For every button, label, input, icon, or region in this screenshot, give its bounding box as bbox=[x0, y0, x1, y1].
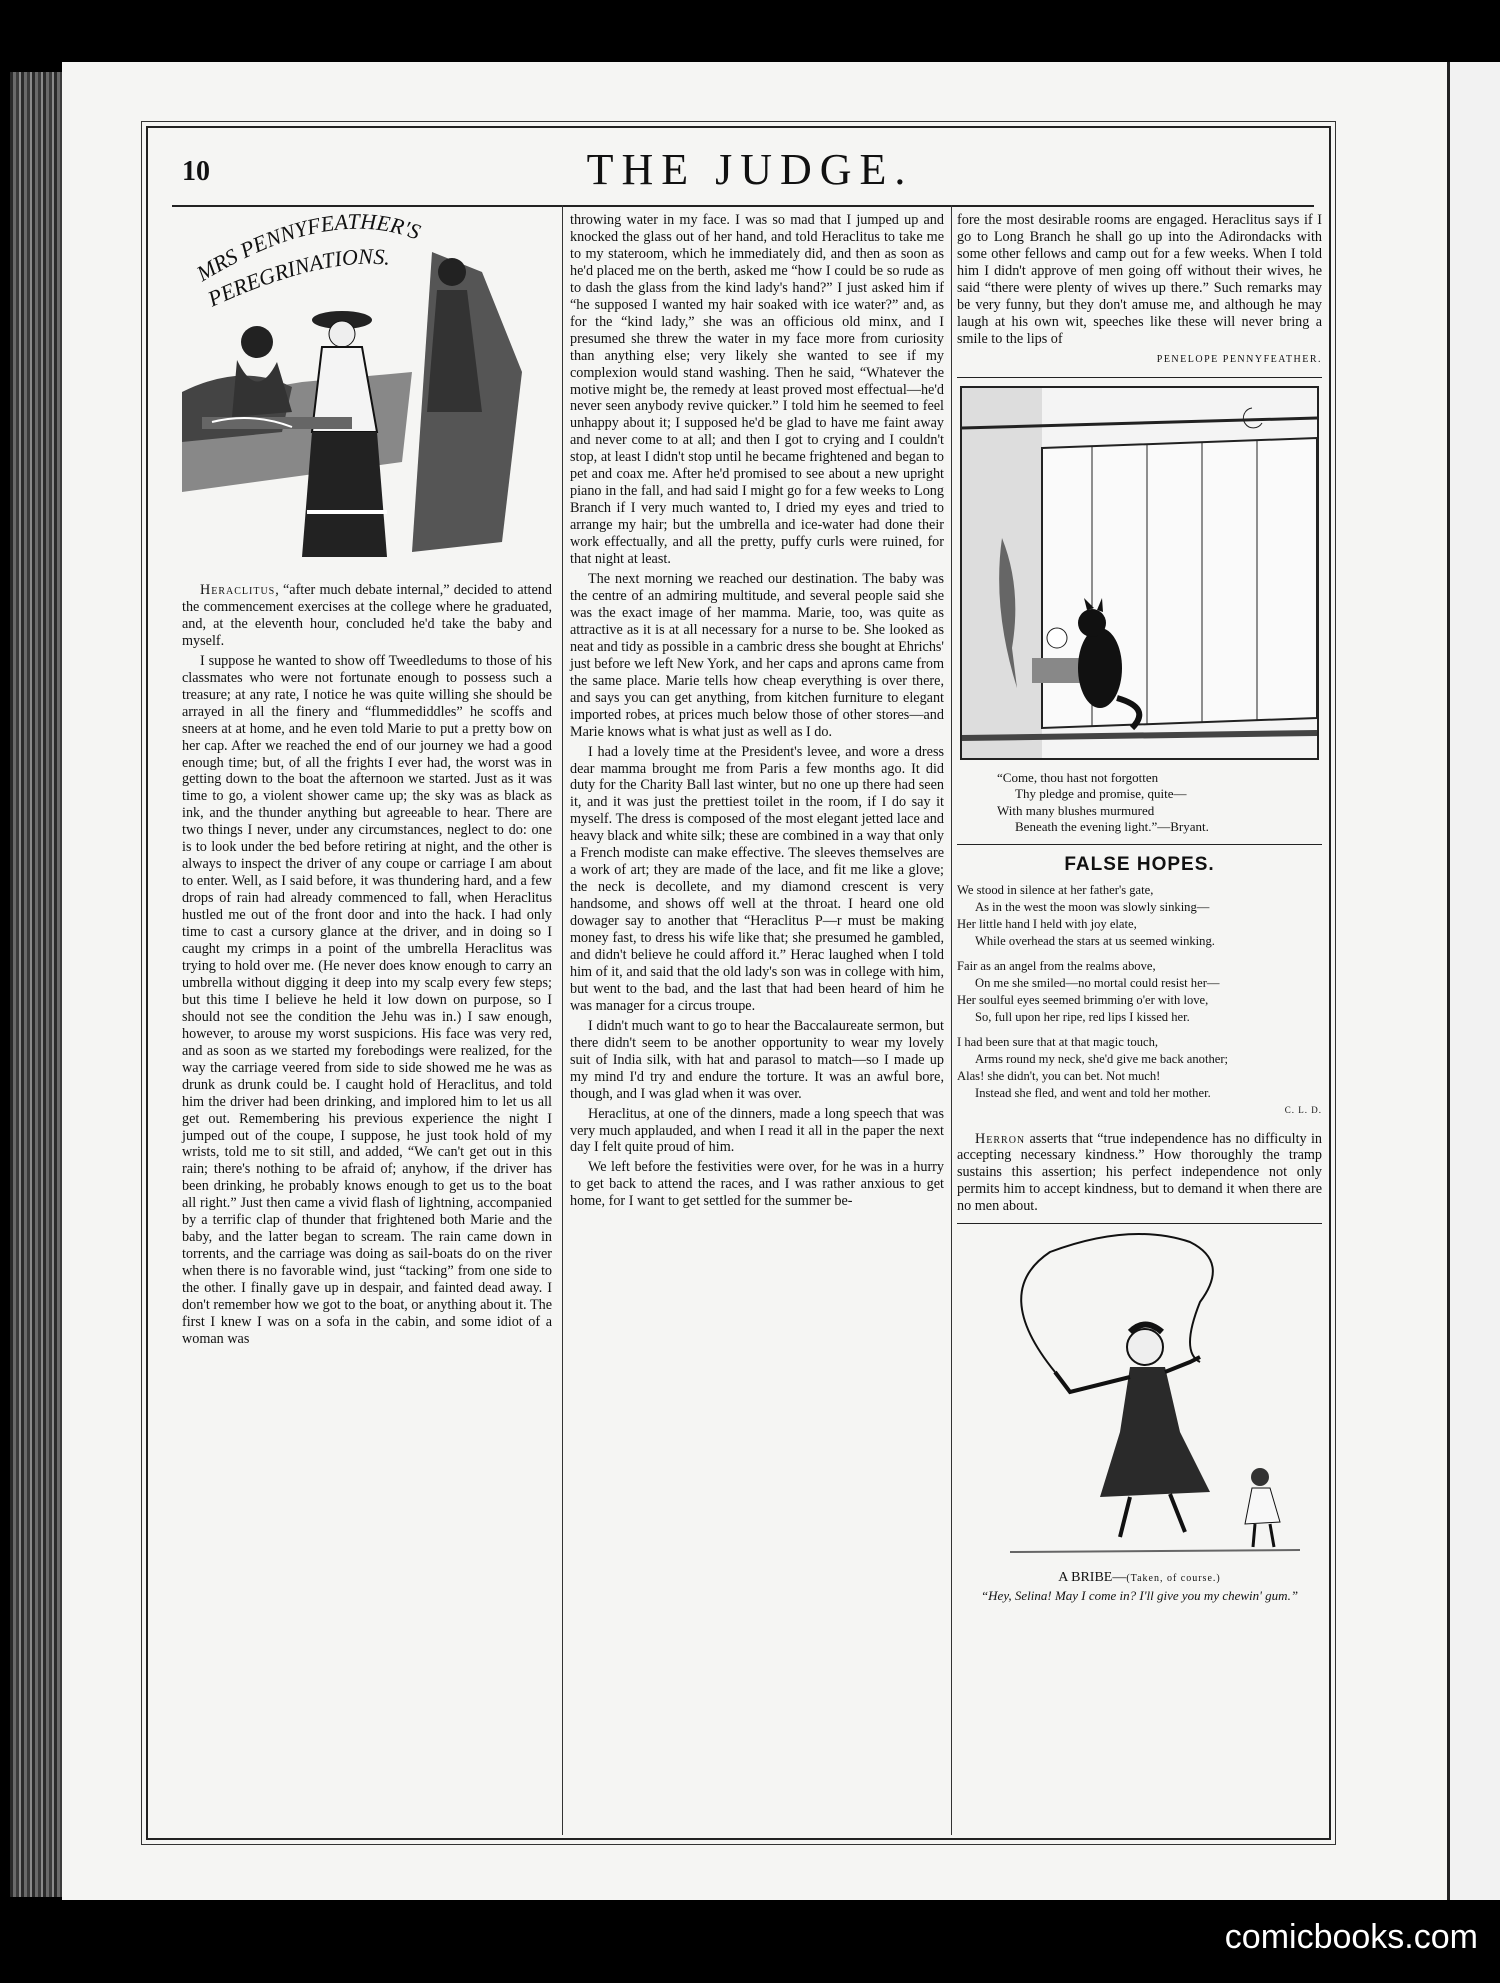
peregrinations-drawing-image bbox=[182, 212, 552, 574]
svg-text:MRS PENNYFEATHER'S: MRS PENNYFEATHER'S bbox=[192, 212, 424, 287]
divider bbox=[957, 844, 1322, 845]
column-3-text bbox=[957, 212, 1322, 1604]
paragraph-text: asserts that “true independence has no difficulty in accepting necessary kindness.” How thoroughly the tramp sustains this assertion; his perfect independence not only permits him to accept kindness, but to demand it when there are no men about. bbox=[957, 1130, 1322, 1215]
poem-line: On me she smiled—no mortal could resist her— bbox=[975, 975, 1220, 990]
poem-line: As in the west the moon was slowly sinking— bbox=[975, 899, 1210, 914]
masthead-rule bbox=[172, 205, 1314, 207]
paragraph: fore the most desirable rooms are engaged. Heraclitus says if I go to Long Branch he shall go up into the Adirondacks with some other fellows and camp out for a few weeks. When I told him I didn't approve of men going off without their wives, he said “there were plenty of wives up there.” Such remarks may be very funny, but they don't amuse me, and although he may laugh at his own wit, speeches like these will never bring a smile to the lips of bbox=[957, 212, 1322, 347]
paragraph: I suppose he wanted to show off Tweedledums to those of his classmates who were not fortunate enough to possess such a treasure; at any rate, I notice he was quite willing she should be arrayed in all the finery and “flummediddles” he scoffs and sneers at at home, and he even told Marie to put a pretty bow on her cap. After we reached the end of our journey we had a good enough time; but, of all the frights I ever had, the worst was in getting down to the boat the afternoon we started. Just as it was time to go, a violent shower came up; the sky was as black as ink, and the thunder anything but agreeable to hear. There are two things I never, under any circumstances, neglect to do: one is to look under the bed before retiring at night, and the other is always to inspect the driver of any coupe or carriage I am about to enter. Well, as I said before, it was thundering hard, and a few drops of rain had already commenced to fall, when Heraclitus hustled me out of the front door and into the hack. I had only time to cast a cursory glance at the driver, and in doing so I caught my crimps in a point of the umbrella Heraclitus was trying to hold over me. (He never does know enough to carry an umbrella without digging it deep into my scalp every few steps; but this time I believe he held it low down on purpose, so I should not see the condition the Jehu was in.) I saw enough, however, to arouse my worst suspicions. His face was very red, and as soon as we started my forebodings were realized, for the way the carriage veered from side to side showed me he was as drunk as drunk could be. I caught hold of Heraclitus, and told him the driver had been drinking, and implored him to let us all get out. Remembering his previous experience the night I jumped out of the coupe, I suppose, he just took hold of my wrists, told me to sit still, and added, “We can't get out in this rain; there's nothing to be afraid of; anyhow, if the driver has been drinking, he probably knows enough to get us to the boat all right.” Just then came a vivid flash of lightning, accompanied by a terrific clap of thunder that frightened both Marie and the baby, and the latter began to scream. The rain came down in torrents, and the carriage was doing as sail-boats do on the river when there is no favorable wind, just “tacking” from one side to the other. I finally gave up in despair, and fainted dead away. I don't remember how we got to the boat, or anything about it. The first I knew I was on a sofa in the cabin, and some idiot of a woman was bbox=[182, 652, 552, 1347]
poem-line: Alas! she didn't, you can bet. Not much! bbox=[957, 1068, 1161, 1083]
poem-signature: C. L. D. bbox=[1284, 1104, 1322, 1115]
author-signature: PENELOPE PENNYFEATHER. bbox=[1156, 353, 1322, 365]
column-2-text bbox=[570, 212, 944, 1213]
cat-verse bbox=[997, 770, 1322, 836]
poem-line: Arms round my neck, she'd give me back another; bbox=[975, 1051, 1229, 1066]
poem-line: Fair as an angel from the realms above, bbox=[957, 958, 1156, 973]
paragraph: I didn't much want to go to hear the Baccalaureate sermon, but there didn't seem to be another opportunity to wear my lovely suit of India silk, with hat and parasol to match—so I made up my mind I'd try and endure the torture. It was an awful bore, though, and I was glad when it was over. bbox=[570, 1017, 944, 1102]
poem-line: I had been sure that at that magic touch, bbox=[957, 1034, 1159, 1049]
paragraph: We left before the festivities were over, for he was in a hurry to get back to attend the races, and I was rather anxious to get home, for I want to get settled for the summer be- bbox=[570, 1159, 944, 1210]
next-page-edge bbox=[1447, 62, 1500, 1900]
column-rule-1 bbox=[562, 205, 563, 1835]
poem-false-hopes bbox=[957, 882, 1322, 1119]
poem-stanza bbox=[957, 958, 1322, 1026]
poem-line: Her soulful eyes seemed brimming o'er with love, bbox=[957, 992, 1209, 1007]
poem-line: We stood in silence at her father's gate, bbox=[957, 882, 1154, 897]
girl-skipping-rope-image bbox=[970, 1232, 1310, 1562]
bribe-caption bbox=[957, 1570, 1322, 1588]
paragraph bbox=[957, 1131, 1322, 1216]
poem-stanza bbox=[957, 1034, 1322, 1102]
paragraph: I had a lovely time at the President's levee, and wore a dress dear mamma brought me from Paris a few months ago. It did duty for the Charity Ball last winter, but no one up there had seen it, and it was just the prettiest toilet in the room, if I do say it myself. The dress is composed of the most elegant jetted lace and heavy black and white silk; these are combined in a way that only a French modiste can make effective. The sleeves themselves are a work of art; they are made of the lace, and fit me like a glove; the neck is decollete, and my diamond crescent is very handsome, and shows off well at the throat. I heard one old dowager say to another that “Heraclitus P—r must be making money fast, to dress his wife like that; she presumed he gambled, and didn't believe he could afford it.” Herac laughed when I told him of it, and said that the old lady's son was in college with him, but went to the bad, and the last that had been heard of him he was manager for a circus troupe. bbox=[570, 743, 944, 1014]
site-watermark: comicbooks.com bbox=[1224, 1918, 1478, 1956]
poem-line: Instead she fled, and went and told her mother. bbox=[975, 1085, 1211, 1100]
paragraph-text: , “after much debate internal,” decided to attend the commencement exercises at the college where he graduated, and, at the eleventh hour, concluded he'd take the baby and myself. bbox=[182, 582, 552, 649]
poem-line: So, full upon her ripe, red lips I kissed her. bbox=[975, 1009, 1190, 1024]
caption-subtitle: (Taken, of course.) bbox=[1126, 1573, 1221, 1585]
cat-gate-illustration bbox=[960, 386, 1319, 760]
paragraph: The next morning we reached our destination. The baby was the centre of an admiring multitude, and several people said she was the exact image of her mamma. Marie, too, was quite as attractive as it is at all necessary for a nurse to be. She looked as neat and tidy as possible in a cambric dress she bought at Ehrichs' just before we left New York, and her caps and aprons came from the same place. Marie tells how cheap everything is over there, and says you can get anything, from kitchen furniture to elegant imported robes, at prices much below those of other stores—and Marie knows what is what just as well as I do. bbox=[570, 571, 944, 740]
poem-line: While overhead the stars at us seemed winking. bbox=[975, 933, 1215, 948]
divider bbox=[957, 1223, 1322, 1224]
page-number: 10 bbox=[182, 156, 210, 187]
paragraph: Heraclitus, at one of the dinners, made a long speech that was very much applauded, and when I read it all in the paper the next day I felt quite proud of him. bbox=[570, 1105, 944, 1156]
verse-line: “Come, thou hast not forgotten bbox=[997, 769, 1159, 785]
lead-name: Heraclitus bbox=[200, 582, 276, 598]
title-illustration bbox=[182, 212, 552, 574]
poem-title: FALSE HOPES. bbox=[1064, 853, 1215, 875]
column-rule-2 bbox=[951, 205, 952, 1835]
cat-at-gate-image bbox=[962, 388, 1317, 758]
verse-line: Beneath the evening light.”—Bryant. bbox=[1015, 819, 1209, 835]
paragraph bbox=[182, 582, 552, 650]
svg-text:PEREGRINATIONS.: PEREGRINATIONS. bbox=[203, 243, 392, 312]
divider bbox=[957, 377, 1322, 378]
paragraph: throwing water in my face. I was so mad that I jumped up and knocked the glass out of her hand, and told Heraclitus to take me to my stateroom, which he immediately did, and then as soon as he'd placed me on the berth, asked me “how I could be so rude as to dash the glass from the kind lady's hand?” I just asked him if “he supposed I wanted my hair soaked with ice water?” and, as for the “kind lady,” she was an officious old minx, and I presumed she threw the water in my face more from curiosity than anything else; very likely she wanted to see if my complexion would stand washing. Then he said, “Whatever the motive might be, the remedy at least proved most effectual—he'd never seen anybody revive quicker.” I told him he seemed to feel unhappy about it; I supposed he'd be glad to have me faint away and never come to at all; and then I got to crying and I couldn't stop, at least I didn't stop until he became frightened and began to pet and coax me. After he'd promised to see about a new upright piano in the fall, and had said I might go for a few weeks to Long Branch if I very much wanted to, I dried my eyes and tried to arrange my hair; but the umbrella and ice-water had done their work effectually, and all the pretty, puffy curls were ruined, for that night at least. bbox=[570, 212, 944, 568]
verse-line: With many blushes murmured bbox=[997, 802, 1155, 818]
masthead-title: THE JUDGE. bbox=[586, 145, 914, 194]
bribe-quote: “Hey, Selina! May I come in? I'll give you my chewin' gum.” bbox=[980, 1588, 1299, 1604]
lead-name: Herron bbox=[975, 1130, 1026, 1147]
verse-line: Thy pledge and promise, quite— bbox=[1015, 786, 1187, 802]
poem-line: Her little hand I held with joy elate, bbox=[957, 916, 1137, 931]
column-1-text bbox=[182, 582, 552, 1351]
caption-title: A BRIBE— bbox=[1058, 1570, 1127, 1586]
bribe-illustration bbox=[970, 1232, 1310, 1562]
poem-stanza bbox=[957, 882, 1322, 950]
